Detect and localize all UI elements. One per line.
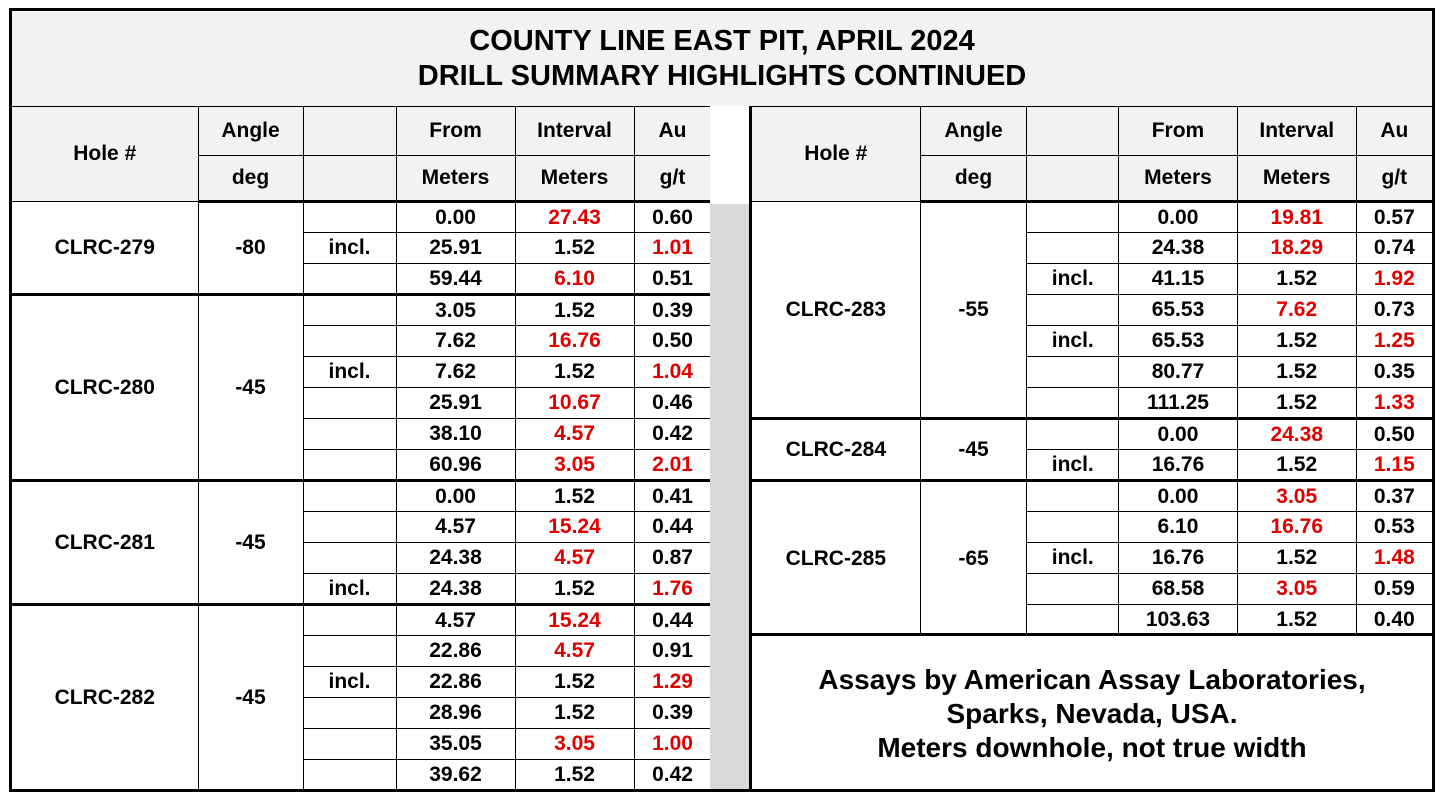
incl-label: [1027, 574, 1119, 605]
incl-label: incl.: [1027, 264, 1119, 295]
incl-label: [303, 698, 396, 729]
interval-value: 1.52: [515, 574, 634, 605]
au-value: 0.41: [634, 481, 712, 512]
incl-label: [303, 729, 396, 760]
from-value: 7.62: [396, 326, 515, 357]
from-value: 4.57: [396, 512, 515, 543]
from-value: 16.76: [1119, 543, 1238, 574]
incl-label: [1027, 233, 1119, 264]
from-value: 6.10: [1119, 512, 1238, 543]
from-value: 65.53: [1119, 326, 1238, 357]
from-value: 0.00: [1119, 481, 1238, 512]
header-interval: Interval: [515, 107, 634, 156]
incl-label: [1027, 295, 1119, 326]
au-value: 0.50: [634, 326, 712, 357]
from-value: 39.62: [396, 760, 515, 791]
interval-value: 7.62: [1237, 295, 1356, 326]
au-value: 0.39: [634, 295, 712, 326]
header-blank: [303, 107, 396, 156]
table-row: [751, 419, 1433, 450]
incl-label: [303, 543, 396, 574]
interval-value: 1.52: [515, 667, 634, 698]
incl-label: [303, 450, 396, 481]
header-from-unit: Meters: [396, 156, 515, 202]
from-value: 22.86: [396, 667, 515, 698]
hole-angle: -45: [198, 481, 303, 605]
interval-value: 4.57: [515, 636, 634, 667]
hole-angle: -65: [920, 481, 1027, 636]
note-line-1: Assays by American Assay Laboratories,: [818, 664, 1366, 695]
assay-note: [749, 633, 1432, 792]
header-from-unit: Meters: [1119, 156, 1238, 202]
note-line-2: Sparks, Nevada, USA.: [946, 698, 1238, 729]
incl-label: [303, 295, 396, 326]
header-interval-unit: Meters: [1237, 156, 1356, 202]
hole-id: CLRC-281: [12, 481, 198, 605]
au-value: 0.60: [634, 202, 712, 233]
incl-label: incl.: [1027, 543, 1119, 574]
au-value: 1.48: [1356, 543, 1432, 574]
drill-summary-table: [9, 8, 1435, 792]
au-value: 0.91: [634, 636, 712, 667]
from-value: 0.00: [396, 202, 515, 233]
au-value: 1.15: [1356, 450, 1432, 481]
interval-value: 1.52: [515, 295, 634, 326]
header-angle-unit: deg: [198, 156, 303, 202]
incl-label: incl.: [1027, 326, 1119, 357]
incl-label: [1027, 605, 1119, 636]
from-value: 0.00: [1119, 202, 1238, 233]
interval-value: 1.52: [515, 698, 634, 729]
header-angle: Angle: [920, 107, 1027, 156]
interval-value: 6.10: [515, 264, 634, 295]
incl-label: [303, 202, 396, 233]
from-value: 25.91: [396, 388, 515, 419]
from-value: 0.00: [1119, 419, 1238, 450]
header-blank: [1027, 107, 1119, 156]
incl-label: [303, 636, 396, 667]
au-value: 1.04: [634, 357, 712, 388]
interval-value: 10.67: [515, 388, 634, 419]
from-value: 80.77: [1119, 357, 1238, 388]
incl-label: [303, 512, 396, 543]
hole-id: CLRC-285: [751, 481, 921, 636]
from-value: 35.05: [396, 729, 515, 760]
interval-value: 18.29: [1237, 233, 1356, 264]
incl-label: incl.: [303, 667, 396, 698]
header-interval-unit: Meters: [515, 156, 634, 202]
interval-value: 1.52: [1237, 357, 1356, 388]
incl-label: [303, 264, 396, 295]
table-row: [12, 202, 712, 233]
au-value: 0.40: [1356, 605, 1432, 636]
title-line-1: COUNTY LINE EAST PIT, APRIL 2024: [469, 24, 975, 57]
header-interval: Interval: [1237, 107, 1356, 156]
incl-label: incl.: [303, 233, 396, 264]
table-row: [751, 481, 1433, 512]
left-results-table: [12, 106, 714, 791]
au-value: 0.53: [1356, 512, 1432, 543]
au-value: 0.44: [634, 605, 712, 636]
interval-value: 1.52: [1237, 543, 1356, 574]
incl-label: [303, 388, 396, 419]
interval-value: 1.52: [1237, 605, 1356, 636]
au-value: 0.42: [634, 760, 712, 791]
from-value: 103.63: [1119, 605, 1238, 636]
au-value: 0.44: [634, 512, 712, 543]
from-value: 4.57: [396, 605, 515, 636]
interval-value: 4.57: [515, 419, 634, 450]
au-value: 0.51: [634, 264, 712, 295]
from-value: 59.44: [396, 264, 515, 295]
interval-value: 1.52: [515, 760, 634, 791]
hole-angle: -45: [198, 295, 303, 481]
from-value: 111.25: [1119, 388, 1238, 419]
interval-value: 1.52: [515, 481, 634, 512]
title-line-2: DRILL SUMMARY HIGHLIGHTS CONTINUED: [417, 59, 1027, 92]
right-results-table: [749, 106, 1432, 636]
header-au-unit: g/t: [1356, 156, 1432, 202]
hole-angle: -45: [920, 419, 1027, 481]
interval-value: 19.81: [1237, 202, 1356, 233]
au-value: 0.74: [1356, 233, 1432, 264]
from-value: 60.96: [396, 450, 515, 481]
au-value: 1.92: [1356, 264, 1432, 295]
table-row: [12, 605, 712, 636]
from-value: 16.76: [1119, 450, 1238, 481]
header-hole: Hole #: [12, 107, 198, 202]
incl-label: [303, 481, 396, 512]
from-value: 24.38: [1119, 233, 1238, 264]
from-value: 22.86: [396, 636, 515, 667]
interval-value: 15.24: [515, 605, 634, 636]
incl-label: [303, 760, 396, 791]
interval-value: 16.76: [515, 326, 634, 357]
incl-label: [1027, 481, 1119, 512]
incl-label: incl.: [303, 574, 396, 605]
incl-label: [1027, 357, 1119, 388]
hole-angle: -80: [198, 202, 303, 295]
header-blank: [303, 156, 396, 202]
au-value: 2.01: [634, 450, 712, 481]
header-au: Au: [634, 107, 712, 156]
au-value: 1.25: [1356, 326, 1432, 357]
table-title: [12, 11, 1432, 109]
interval-value: 1.52: [515, 357, 634, 388]
au-value: 0.59: [1356, 574, 1432, 605]
header-au-unit: g/t: [634, 156, 712, 202]
from-value: 24.38: [396, 574, 515, 605]
au-value: 0.42: [634, 419, 712, 450]
header-au: Au: [1356, 107, 1432, 156]
column-divider: [710, 204, 749, 792]
interval-value: 24.38: [1237, 419, 1356, 450]
from-value: 28.96: [396, 698, 515, 729]
header-angle: Angle: [198, 107, 303, 156]
interval-value: 15.24: [515, 512, 634, 543]
incl-label: [303, 419, 396, 450]
interval-value: 27.43: [515, 202, 634, 233]
interval-value: 1.52: [1237, 326, 1356, 357]
hole-angle: -45: [198, 605, 303, 791]
hole-id: CLRC-282: [12, 605, 198, 791]
table-row: [751, 202, 1433, 233]
from-value: 24.38: [396, 543, 515, 574]
hole-id: CLRC-283: [751, 202, 921, 419]
hole-angle: -55: [920, 202, 1027, 419]
from-value: 25.91: [396, 233, 515, 264]
interval-value: 1.52: [1237, 264, 1356, 295]
incl-label: incl.: [303, 357, 396, 388]
interval-value: 1.52: [515, 233, 634, 264]
from-value: 7.62: [396, 357, 515, 388]
header-from: From: [1119, 107, 1238, 156]
header-from: From: [396, 107, 515, 156]
from-value: 41.15: [1119, 264, 1238, 295]
au-value: 0.35: [1356, 357, 1432, 388]
interval-value: 1.52: [1237, 388, 1356, 419]
interval-value: 3.05: [1237, 481, 1356, 512]
au-value: 0.73: [1356, 295, 1432, 326]
incl-label: [1027, 512, 1119, 543]
au-value: 1.33: [1356, 388, 1432, 419]
note-line-3: Meters downhole, not true width: [877, 732, 1307, 763]
incl-label: incl.: [1027, 450, 1119, 481]
hole-id: CLRC-279: [12, 202, 198, 295]
au-value: 1.00: [634, 729, 712, 760]
header-blank: [1027, 156, 1119, 202]
from-value: 0.00: [396, 481, 515, 512]
incl-label: [1027, 388, 1119, 419]
au-value: 1.76: [634, 574, 712, 605]
au-value: 1.01: [634, 233, 712, 264]
incl-label: [303, 326, 396, 357]
au-value: 0.46: [634, 388, 712, 419]
au-value: 1.29: [634, 667, 712, 698]
au-value: 0.39: [634, 698, 712, 729]
interval-value: 1.52: [1237, 450, 1356, 481]
au-value: 0.50: [1356, 419, 1432, 450]
from-value: 3.05: [396, 295, 515, 326]
incl-label: [303, 605, 396, 636]
from-value: 65.53: [1119, 295, 1238, 326]
interval-value: 16.76: [1237, 512, 1356, 543]
interval-value: 4.57: [515, 543, 634, 574]
hole-id: CLRC-284: [751, 419, 921, 481]
from-value: 38.10: [396, 419, 515, 450]
interval-value: 3.05: [515, 729, 634, 760]
au-value: 0.57: [1356, 202, 1432, 233]
interval-value: 3.05: [515, 450, 634, 481]
interval-value: 3.05: [1237, 574, 1356, 605]
incl-label: [1027, 202, 1119, 233]
table-row: [12, 481, 712, 512]
au-value: 0.37: [1356, 481, 1432, 512]
header-hole: Hole #: [751, 107, 921, 202]
au-value: 0.87: [634, 543, 712, 574]
header-angle-unit: deg: [920, 156, 1027, 202]
from-value: 68.58: [1119, 574, 1238, 605]
incl-label: [1027, 419, 1119, 450]
hole-id: CLRC-280: [12, 295, 198, 481]
table-row: [12, 295, 712, 326]
